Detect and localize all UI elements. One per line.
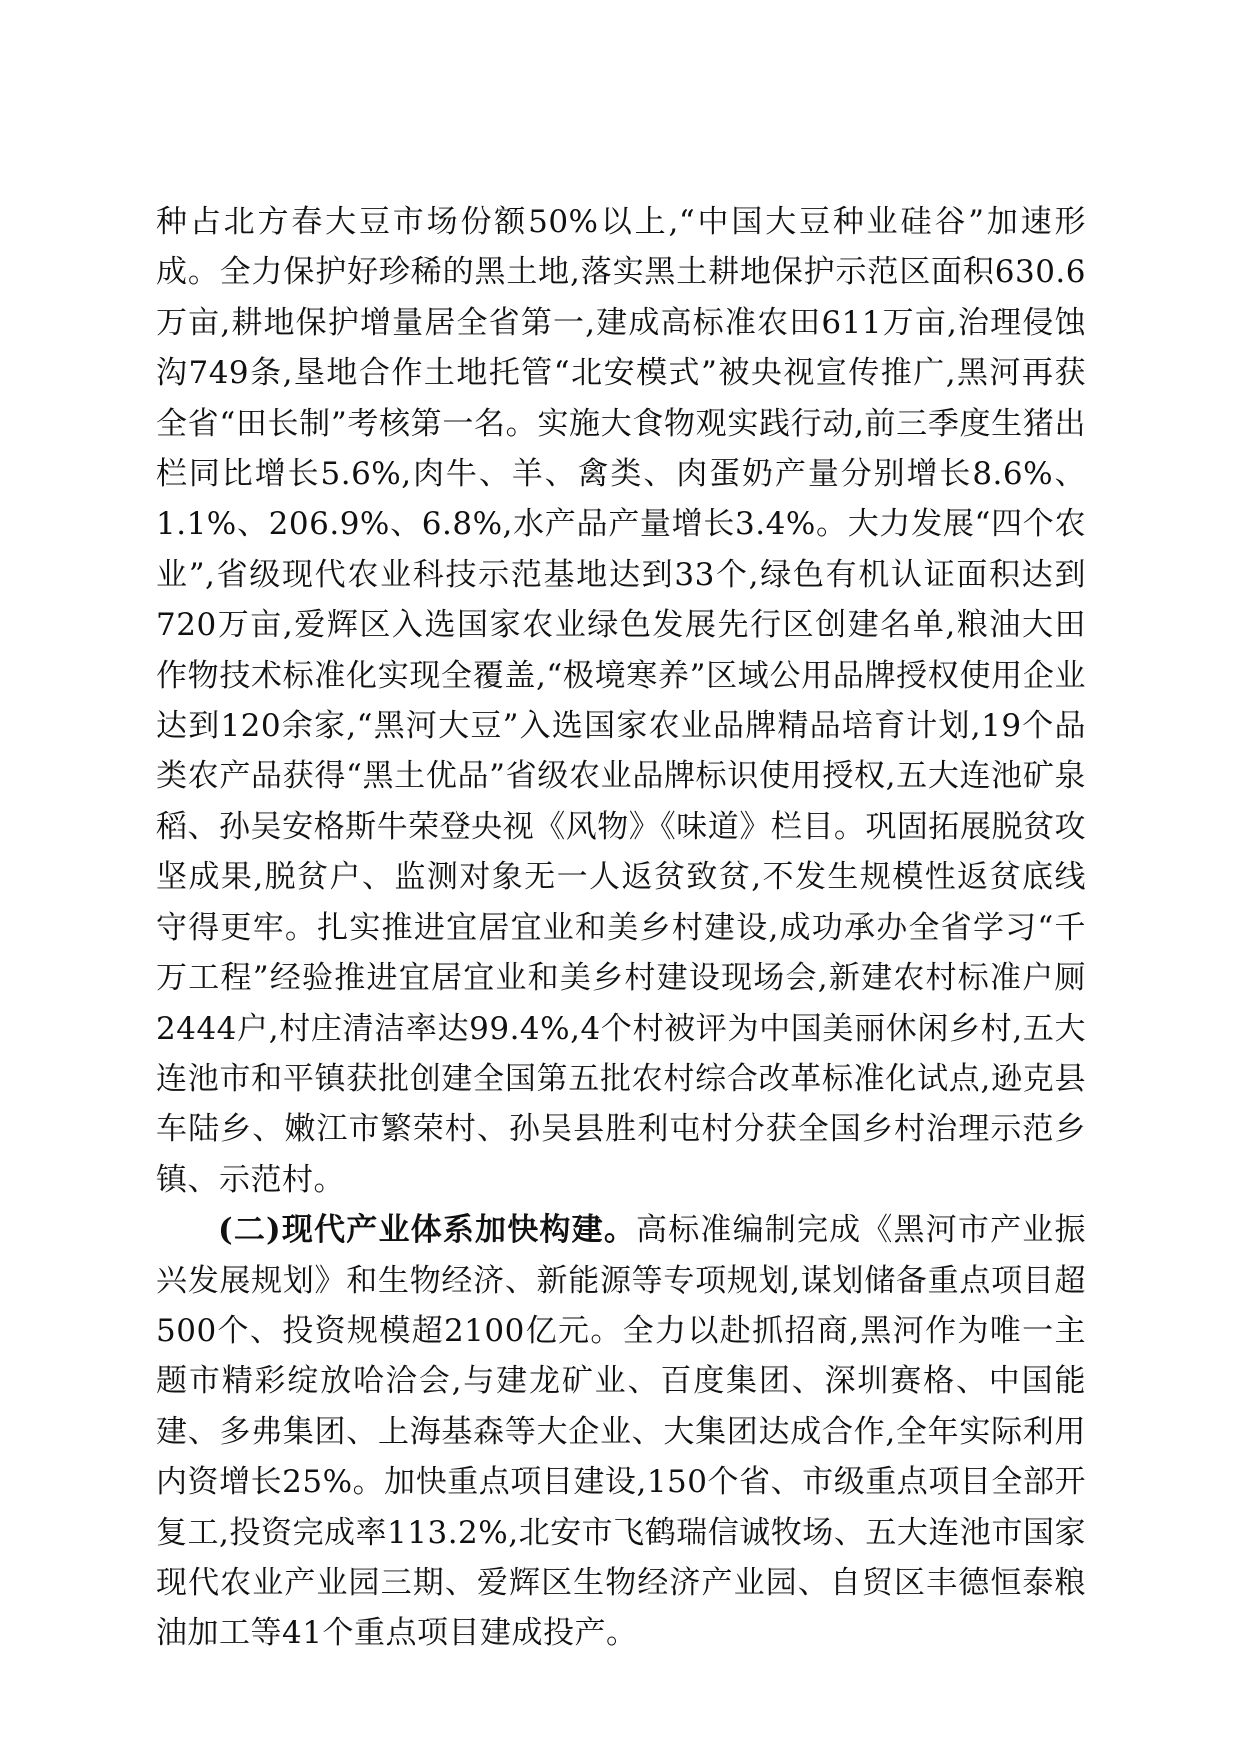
paragraph-agriculture: 种占北方春大豆市场份额50%以上,“中国大豆种业硅谷”加速形成。全力保护好珍稀的黑土地,落实黑土耕地保护示范区面积630.6万亩,耕地保护增量居全省第一,建成高标准农田611万亩,治理侵蚀沟749条,垦地合作土地托管“北安模式”被央视宣传推广,黑河再获全省“田长制”考核第一名。实施大食物观实践行动,前三季度生猪出栏同比增长5.6%,肉牛、羊、禽类、肉蛋奶产量分别增长8.6%、1.1%、206.9%、6.8%,水产品产量增长3.4%。大力发展“四个农业”,省级现代农业科技示范基地达到33个,绿色有机认证面积达到720万亩,爱辉区入选国家农业绿色发展先行区创建名单,粮油大田作物技术标准化实现全覆盖,“极境寒养”区域公用品牌授权使用企业达到120余家,“黑河大豆”入选国家农业品牌精品培育计划,19个品类农产品获得“黑土优品”省级农业品牌标识使用授权,五大连池矿泉稻、孙吴安格斯牛荣登央视《风物》《味道》栏目。巩固拓展脱贫攻坚成果,脱贫户、监测对象无一人返贫致贫,不发生规模性返贫底线守得更牢。扎实推进宜居宜业和美乡村建设,成功承办全省学习“千万工程”经验推进宜居宜业和美乡村建设现场会,新建农村标准户厕2444户,村庄清洁率达99.4%,4个村被评为中国美丽休闲乡村,五大连池市和平镇获批创建全国第五批农村综合改革标准化试点,逊克县车陆乡、嫩江市繁荣村、孙吴县胜利屯村分获全国乡村治理示范乡镇、示范村。 (156, 204, 1086, 1198)
paragraph-industry (156, 1205, 1086, 1659)
paragraph-industry-body: 高标准编制完成《黑河市产业振兴发展规划》和生物经济、新能源等专项规划,谋划储备重点项目超500个、投资规模超2100亿元。全力以赴抓招商,黑河作为唯一主题市精彩绽放哈洽会,与建龙矿业、百度集团、深圳赛格、中国能建、多弗集团、上海基森等大企业、大集团达成合作,全年实际利用内资增长25%。加快重点项目建设,150个省、市级重点项目全部开复工,投资完成率113.2%,北安市飞鹤瑞信诚牧场、五大连池市国家现代农业产业园三期、爱辉区生物经济产业园、自贸区丰德恒泰粮油加工等41个重点项目建成投产。 (156, 1212, 1086, 1652)
document-body (156, 197, 1086, 1659)
section-heading-industry: (二)现代产业体系加快构建。 (218, 1212, 637, 1249)
